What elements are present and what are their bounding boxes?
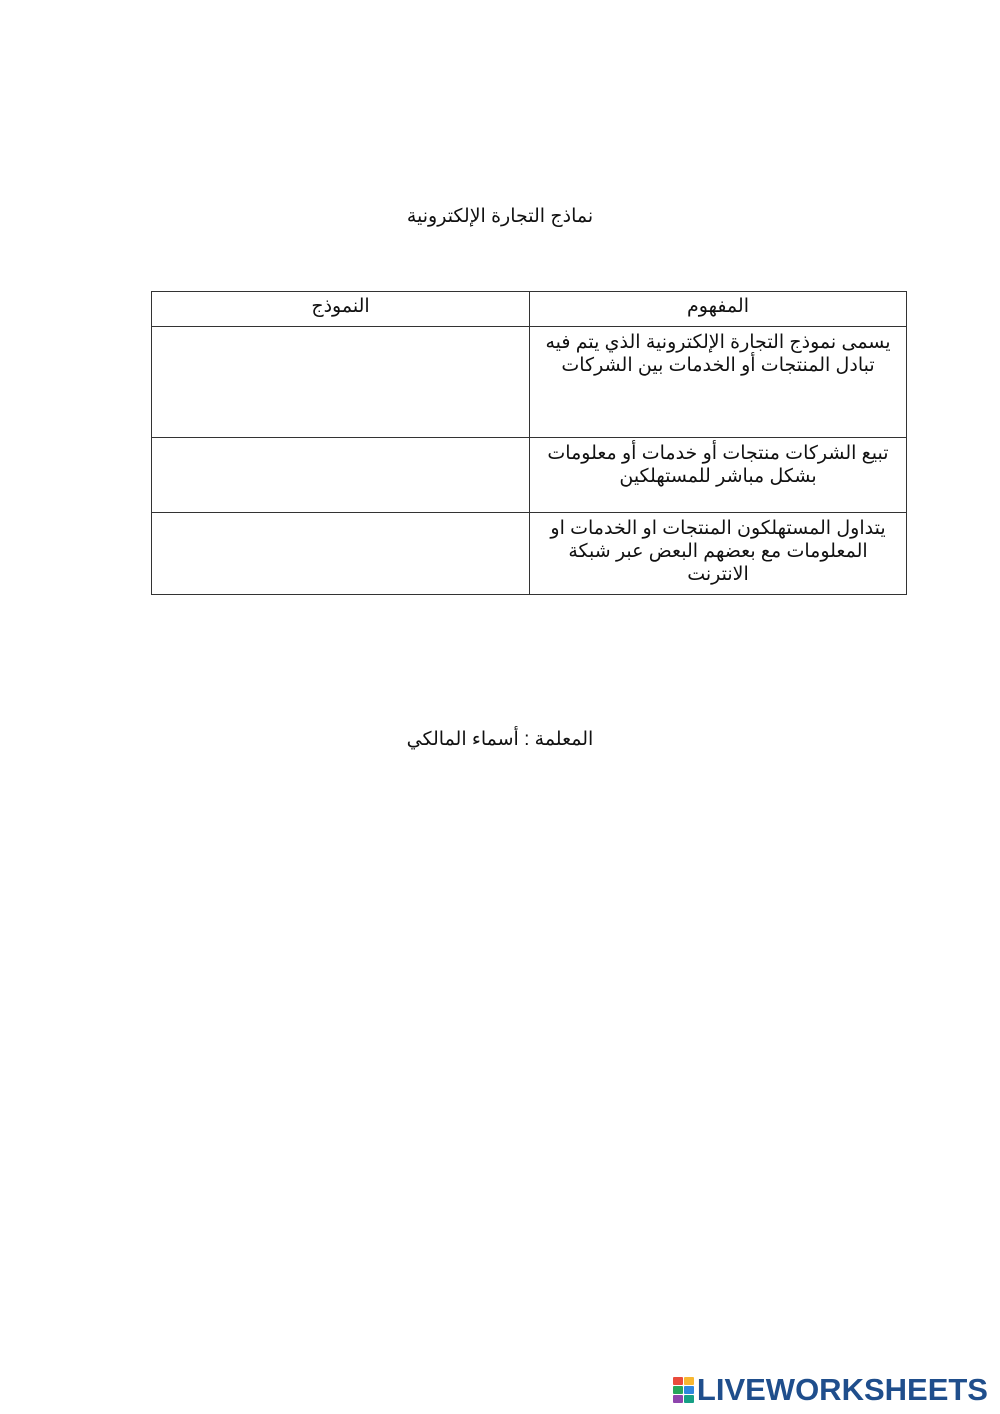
table-row [152, 327, 907, 438]
table-row [152, 438, 907, 513]
table-row [152, 513, 907, 595]
concept-cell: يتداول المستهلكون المنتجات او الخدمات او المعلومات مع بعضهم البعض عبر شبكة الانترنت [530, 513, 907, 595]
model-answer-cell[interactable] [152, 438, 530, 513]
logo-mark-block [673, 1386, 683, 1394]
worksheet-table [151, 291, 907, 595]
concept-cell: تبيع الشركات منتجات أو خدمات أو معلومات بشكل مباشر للمستهلكين [530, 438, 907, 513]
logo-mark-icon [673, 1377, 694, 1403]
liveworksheets-logo [673, 1373, 988, 1407]
logo-mark-block [684, 1386, 694, 1394]
model-answer-cell[interactable] [152, 513, 530, 595]
header-model: النموذج [152, 292, 530, 327]
page-title: نماذج التجارة الإلكترونية [406, 206, 594, 227]
teacher-name: المعلمة : أسماء المالكي [406, 729, 594, 750]
logo-text: LIVEWORKSHEETS [696, 1372, 988, 1407]
model-answer-cell[interactable] [152, 327, 530, 438]
concept-cell: يسمى نموذج التجارة الإلكترونية الذي يتم فيه تبادل المنتجات أو الخدمات بين الشركات [530, 327, 907, 438]
header-concept: المفهوم [530, 292, 907, 327]
table-header-row [152, 292, 907, 327]
logo-mark-block [684, 1395, 694, 1403]
logo-mark-block [684, 1377, 694, 1385]
logo-mark-block [673, 1377, 683, 1385]
logo-mark-block [673, 1395, 683, 1403]
